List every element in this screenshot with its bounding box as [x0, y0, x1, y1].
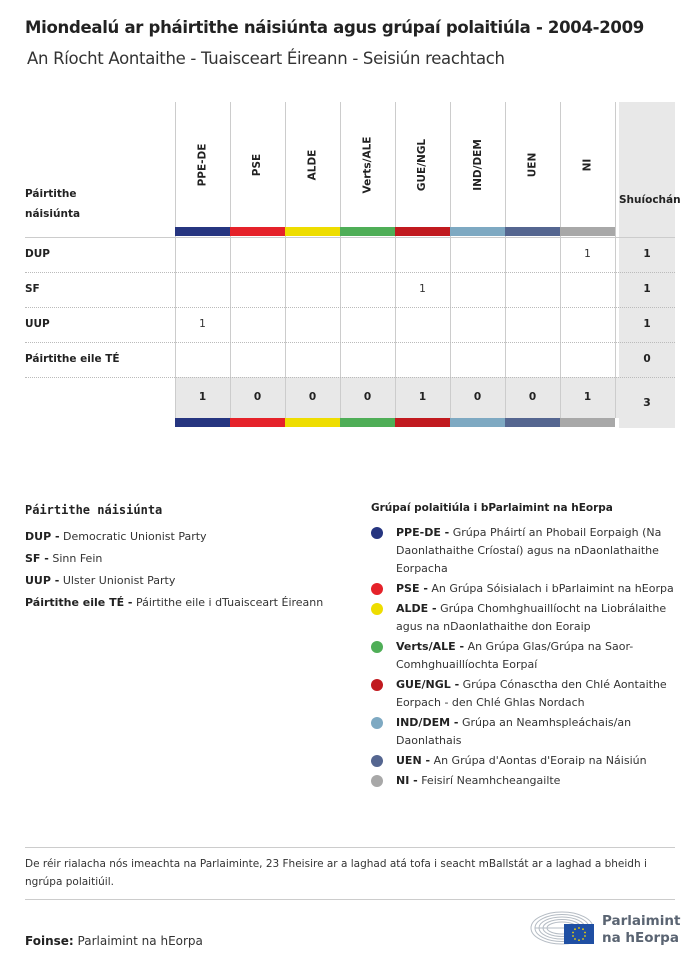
parties-legend-title: Páirtithe náisiúnta	[25, 503, 163, 517]
column-total: 0	[308, 391, 317, 403]
parties-legend	[25, 503, 345, 614]
group-color-dot-icon	[371, 679, 383, 691]
table-cell	[175, 342, 230, 377]
column-divider	[615, 102, 616, 418]
group-code: NI -	[396, 774, 418, 787]
group-color-bar-top	[175, 227, 230, 236]
source-line	[25, 934, 203, 948]
row-header-label: Páirtithe náisiúnta	[25, 188, 81, 220]
column-header-label: UEN	[526, 152, 539, 177]
table-cell	[395, 342, 450, 377]
table-cell	[560, 307, 615, 342]
groups-legend	[371, 502, 681, 792]
party-code: DUP -	[25, 530, 60, 543]
table-cell: 1	[199, 318, 206, 330]
group-code: UEN -	[396, 754, 431, 767]
group-name: An Grúpa Sóisialach i bParlaimint na hEorpa	[431, 582, 674, 595]
table-cell	[450, 237, 505, 272]
legend-party-item	[25, 548, 345, 570]
group-color-bar-top	[560, 227, 615, 236]
group-color-dot-icon	[371, 583, 383, 595]
group-color-bar-top	[340, 227, 395, 236]
table-cell	[395, 307, 450, 342]
table-cell	[560, 272, 615, 307]
table-cell: 1	[584, 248, 591, 260]
group-color-dot-icon	[371, 717, 383, 729]
column-header-inddem	[450, 102, 505, 227]
table-cell	[285, 342, 340, 377]
group-name: Grúpa an Neamhspleáchais/an Daonlathais	[396, 716, 632, 747]
table-cell	[450, 272, 505, 307]
row-label: UUP	[25, 318, 50, 330]
column-total: 0	[528, 391, 537, 403]
group-color-bar-bottom	[285, 418, 340, 427]
table-cell	[340, 307, 395, 342]
table-cell	[230, 237, 285, 272]
group-name: Grúpa Pháirtí an Phobail Eorpaigh (Na Daonlathaithe Críostaí) agus na nDaonlathaithe Eorpacha	[396, 526, 662, 575]
row-total: 1	[643, 283, 651, 295]
column-header-label: GUE/NGL	[416, 138, 429, 191]
column-header-ni	[560, 102, 615, 227]
party-name: Páirtithe eile i dTuaisceart Éireann	[136, 596, 324, 609]
row-total: 1	[643, 248, 651, 260]
table-cell	[505, 342, 560, 377]
column-header-guengl	[395, 102, 450, 227]
group-code: Verts/ALE -	[396, 640, 465, 653]
group-color-bar-bottom	[560, 418, 615, 427]
row-label: DUP	[25, 248, 50, 260]
table-cell	[505, 237, 560, 272]
legend-group-item	[371, 714, 681, 750]
group-name: Grúpa Chomhghuaillíocht na Liobrálaithe agus na nDaonlathaithe don Eoraip	[396, 602, 667, 633]
group-color-bar-bottom	[505, 418, 560, 427]
group-color-bar-bottom	[340, 418, 395, 427]
group-code: GUE/NGL -	[396, 678, 460, 691]
group-code: PPE-DE -	[396, 526, 450, 539]
table-cell	[340, 237, 395, 272]
group-color-bar-top	[230, 227, 285, 236]
table-cell	[285, 237, 340, 272]
legend-group-item	[371, 676, 681, 712]
row-total: 0	[643, 353, 651, 365]
party-name: Sinn Fein	[52, 552, 103, 565]
column-total: 0	[363, 391, 372, 403]
column-total: 0	[253, 391, 262, 403]
party-code: SF -	[25, 552, 49, 565]
logo-text-line2: na hEorpa	[602, 930, 679, 946]
column-total: 1	[418, 391, 427, 403]
legend-group-item	[371, 772, 681, 790]
column-header-ppede	[175, 102, 230, 227]
logo-text	[602, 913, 680, 947]
table-cell	[230, 272, 285, 307]
column-total: 1	[198, 391, 207, 403]
group-color-dot-icon	[371, 641, 383, 653]
footnote: De réir rialacha nós imeachta na Parlaiminte, 23 Fheisire ar a laghad atá tofa i seacht mBallstát ar a laghad a bheidh i ngrúpa polaitiúil.	[25, 858, 647, 888]
group-color-dot-icon	[371, 775, 383, 787]
hemicycle-icon	[530, 910, 600, 948]
table-cell	[450, 307, 505, 342]
european-parliament-logo	[530, 910, 680, 950]
groups-legend-title: Grúpaí polaitiúla i bParlaimint na hEorpa	[371, 502, 613, 514]
column-total: 1	[583, 391, 592, 403]
group-color-bar-bottom	[450, 418, 505, 427]
column-header-label: IND/DEM	[471, 138, 484, 191]
table-cell	[230, 342, 285, 377]
legend-group-item	[371, 524, 681, 578]
row-divider	[25, 377, 675, 378]
group-name: An Grúpa Glas/Grúpa na Saor-Comhghuaillíochta Eorpaí	[396, 640, 634, 671]
party-code: UUP -	[25, 574, 60, 587]
group-code: IND/DEM -	[396, 716, 459, 729]
group-name: Feisirí Neamhcheangailte	[421, 774, 561, 787]
chart-title: Miondealú ar pháirtithe náisiúnta agus grúpaí polaitiúla - 2004-2009	[25, 18, 644, 37]
table-cell	[230, 307, 285, 342]
table-cell	[175, 237, 230, 272]
legend-group-item	[371, 580, 681, 598]
party-name: Ulster Unionist Party	[62, 574, 176, 587]
group-color-bar-bottom	[395, 418, 450, 427]
legend-party-item	[25, 526, 345, 548]
seats-table	[25, 102, 681, 428]
group-color-bar-top	[450, 227, 505, 236]
column-header-label: ALDE	[306, 149, 319, 180]
column-header-vertsale	[340, 102, 395, 227]
legend-group-item	[371, 600, 681, 636]
group-color-bar-top	[395, 227, 450, 236]
group-color-bar-bottom	[230, 418, 285, 427]
row-label: Páirtithe eile TÉ	[25, 353, 120, 365]
row-total: 1	[643, 318, 651, 330]
table-cell	[560, 342, 615, 377]
column-header-label: Verts/ALE	[361, 136, 374, 193]
column-header-pse	[230, 102, 285, 227]
legend-party-item	[25, 570, 345, 592]
legend-group-item	[371, 638, 681, 674]
logo-text-line1: Parlaimint	[602, 913, 681, 929]
table-cell	[175, 272, 230, 307]
table-cell	[395, 237, 450, 272]
table-cell	[505, 307, 560, 342]
column-header-alde	[285, 102, 340, 227]
group-color-bar-bottom	[175, 418, 230, 427]
source-label: Foinse:	[25, 934, 74, 948]
table-cell	[340, 342, 395, 377]
party-code: Páirtithe eile TÉ -	[25, 596, 133, 609]
table-cell	[505, 272, 560, 307]
total-column-header: Shuíochán	[619, 194, 681, 206]
column-header-label: NI	[581, 158, 594, 171]
grand-total: 3	[643, 396, 651, 409]
group-color-bar-top	[505, 227, 560, 236]
legend-party-item	[25, 592, 345, 614]
footer-divider-bottom	[25, 899, 675, 900]
group-color-dot-icon	[371, 527, 383, 539]
table-cell: 1	[419, 283, 426, 295]
column-header-uen	[505, 102, 560, 227]
column-header-label: PSE	[251, 153, 264, 176]
group-name: Grúpa Cónasctha den Chlé Aontaithe Eorpach - den Chlé Ghlas Nordach	[396, 678, 667, 709]
column-header-label: PPE-DE	[196, 143, 209, 186]
table-cell	[340, 272, 395, 307]
footer-divider-top	[25, 847, 675, 848]
table-cell	[450, 342, 505, 377]
group-code: PSE -	[396, 582, 428, 595]
chart-subtitle: An Ríocht Aontaithe - Tuaisceart Éireann - Seisiún reachtach	[27, 49, 505, 68]
source-value: Parlaimint na hEorpa	[77, 934, 203, 948]
row-label: SF	[25, 283, 40, 295]
group-code: ALDE -	[396, 602, 437, 615]
column-total: 0	[473, 391, 482, 403]
legend-group-item	[371, 752, 681, 770]
group-name: An Grúpa d'Aontas d'Eoraip na Náisiún	[433, 754, 647, 767]
party-name: Democratic Unionist Party	[63, 530, 207, 543]
group-color-dot-icon	[371, 755, 383, 767]
group-color-dot-icon	[371, 603, 383, 615]
table-cell	[285, 272, 340, 307]
group-color-bar-top	[285, 227, 340, 236]
table-cell	[285, 307, 340, 342]
